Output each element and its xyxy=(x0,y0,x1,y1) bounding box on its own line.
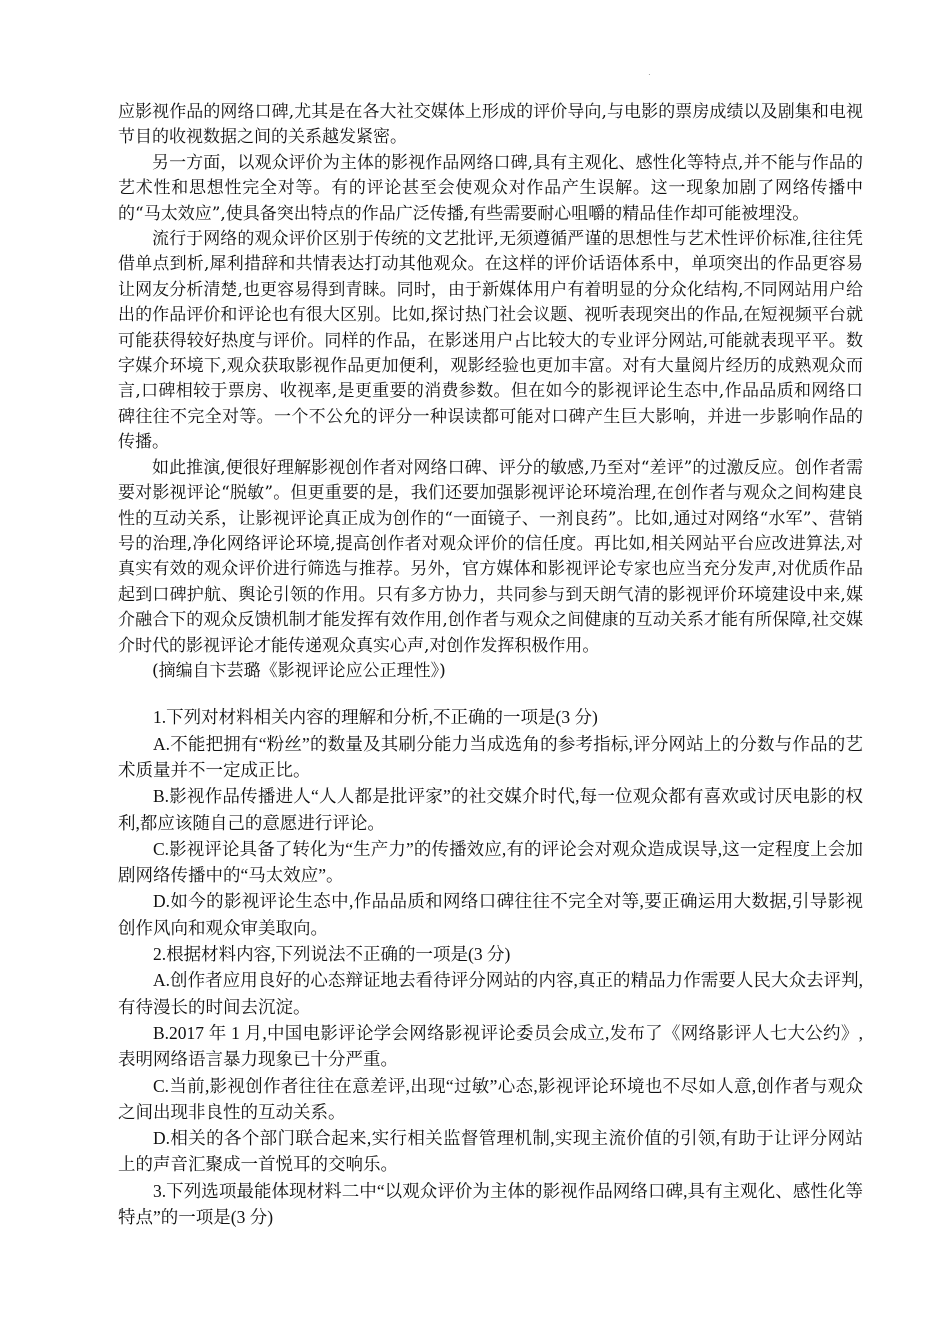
question-stem: 1.下列对材料相关内容的理解和分析,不正确的一项是(3 分) xyxy=(153,707,598,728)
question-option: D.相关的各个部门联合起来,实行相关监督管理机制,实现主流价值的引领,有助于让评分网站上的声音汇聚成一首悦耳的交响乐。 xyxy=(118,1128,863,1175)
article-paragraph: 另一方面，以观众评价为主体的影视作品网络口碑,具有主观化、感性化等特点,并不能与作品的艺术性和思想性完全对等。有的评论甚至会使观众对作品产生误解。这一现象加剧了网络传播中的“马太效应”,使具备突出特点的作品广泛传播,有些需要耐心咀嚼的精品佳作却可能被埋没。 xyxy=(118,152,863,224)
question-option: C.当前,影视创作者往往在意差评,出现“过敏”心态,影视评论环境也不尽如人意,创作者与观众之间出现非良性的互动关系。 xyxy=(118,1075,863,1122)
question-list xyxy=(118,704,863,1230)
question-option: B.2017 年 1 月,中国电影评论学会网络影视评论委员会成立,发布了《网络影评人七大公约》,表明网络语言暴力现象已十分严重。 xyxy=(118,1022,863,1070)
question-stem: 2.根据材料内容,下列说法不正确的一项是(3 分) xyxy=(153,944,511,965)
question-option: A.创作者应用良好的心态辩证地去看待评分网站的内容,真正的精品力作需要人民大众去评判,有待漫长的时间去沉淀。 xyxy=(118,970,863,1017)
document-content xyxy=(118,100,863,1230)
corner-mark: · xyxy=(648,70,651,79)
article-source: (摘编自卞芸璐《影视评论应公正理性》) xyxy=(152,660,446,681)
article-paragraph: 流行于网络的观众评价区别于传统的文艺批评,无须遵循严谨的思想性与艺术性评价标准,往往凭借单点到析,犀利措辞和共情表达打动其他观众。在这样的评价话语体系中，单项突出的作品更容易让网友分析清楚,也更容易得到青睐。同时，由于新媒体用户有着明显的分众化结构,不同网站用户给出的作品评价和评论也有很大区别。比如,探讨热门社会议题、视听表现突出的作品,在短视频平台就可能获得较好热度与评价。同样的作品，在影迷用户占比较大的专业评分网站,可能就表现平平。数字媒介环境下,观众获取影视作品更加便利，观影经验也更加丰富。对有大量阅片经历的成熟观众而言,口碑相较于票房、收视率,是更重要的消费参数。但在如今的影视评论生态中,作品品质和网络口碑往往不完全对等。一个不公允的评分一种误读都可能对口碑产生巨大影响，并进一步影响作品的传播。 xyxy=(118,229,863,453)
question-option: B.影视作品传播进人“人人都是批评家”的社交媒介时代,每一位观众都有喜欢或讨厌电影的权利,都应该随自己的意愿进行评论。 xyxy=(118,786,863,833)
article-paragraph: 应影视作品的网络口碑,尤其是在各大社交媒体上形成的评价导向,与电影的票房成绩以及剧集和电视节目的收视数据之间的关系越发紧密。 xyxy=(118,102,863,148)
question-option: D.如今的影视评论生态中,作品品质和网络口碑往往不完全对等,要正确运用大数据,引导影视创作风向和观众审美取向。 xyxy=(118,891,863,938)
question-stem: 3.下列选项最能体现材料二中“以观众评价为主体的影视作品网络口碑,具有主观化、感性化等特点”的一项是(3 分) xyxy=(118,1180,863,1227)
question-option: C.影视评论具备了转化为“生产力”的传播效应,有的评论会对观众造成误导,这一定程度上会加剧网络传播中的“马太效应”。 xyxy=(118,838,863,886)
article-paragraph: 如此推演,便很好理解影视创作者对网络口碑、评分的敏感,乃至对“差评”的过激反应。创作者需要对影视评论“脱敏”。但更重要的是，我们还要加强影视评论环境治理,在创作者与观众之间构建良性的互动关系，让影视评论真正成为创作的“一面镜子、一剂良药”。比如,通过对网络“水军”、营销号的治理,净化网络评论环境,提高创作者对观众评价的信任度。再比如,相关网站平台应改进算法,对真实有效的观众评价进行筛选与推荐。另外，官方媒体和影视评论专家也应当充分发声,对优质作品起到口碑护航、舆论引领的作用。只有多方协力，共同参与到天朗气清的影视评价环境建设中来,媒介融合下的观众反馈机制才能发挥有效作用,创作者与观众之间健康的互动关系才能有所保障,社交媒介时代的影视评论才能传递观众真实心声,对创作发挥积极作用。 xyxy=(118,457,863,656)
question-option: A.不能把拥有“粉丝”的数量及其刷分能力当成选角的参考指标,评分网站上的分数与作品的艺术质量并不一定成正比。 xyxy=(118,733,863,780)
